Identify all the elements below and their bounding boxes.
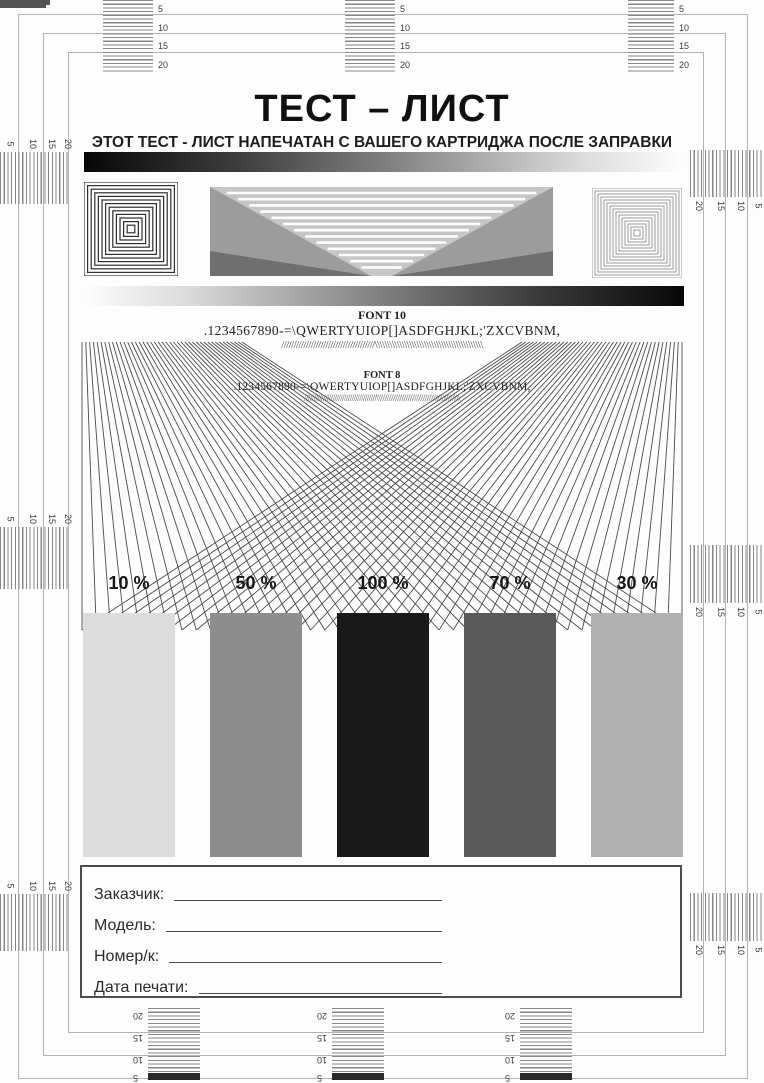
gray-bar-label: 30 % <box>616 573 658 593</box>
form-row <box>94 935 442 966</box>
ruler-label: 5 <box>133 1073 139 1083</box>
info-form <box>80 865 682 998</box>
ruler-label: 10 <box>736 944 747 956</box>
form-underline <box>174 900 442 901</box>
font-sample-chars: .1234567890-=\QWERTYUIOP[]ASDFGHJKL;'ZXCVBNM, <box>233 381 531 393</box>
ruler-label: 15 <box>158 41 169 51</box>
ruler-label: 20 <box>158 60 169 70</box>
gray-bar-label: 70 % <box>489 573 531 593</box>
ruler-label: 15 <box>716 200 727 212</box>
ruler-label: 5 <box>753 203 764 209</box>
ruler-label: 5 <box>158 4 164 14</box>
gray-bar-label: 10 % <box>108 573 150 593</box>
ruler-label: 15 <box>317 1033 328 1043</box>
font-sample-chars: .1234567890-=\QWERTYUIOP[]ASDFGHJKL;'ZXCVBNM, <box>203 323 561 338</box>
form-label: Модель: <box>94 917 156 934</box>
gray-bar-label: 100 % <box>357 573 409 593</box>
ruler-label: 10 <box>736 606 747 618</box>
ruler-label: 10 <box>133 1055 144 1065</box>
ruler-label: 10 <box>28 138 39 150</box>
page-title: ТЕСТ – ЛИСТ <box>254 88 510 130</box>
ruler-label: 5 <box>5 141 16 147</box>
form-label: Заказчик: <box>94 886 165 903</box>
gray-bar <box>337 613 429 857</box>
page-subtitle: ЭТОТ ТЕСТ - ЛИСТ НАПЕЧАТАН С ВАШЕГО КАРТРИДЖА ПОСЛЕ ЗАПРАВКИ <box>91 134 673 151</box>
ruler-label: 15 <box>716 606 727 618</box>
ruler-label: 15 <box>716 944 727 956</box>
ruler-label: 5 <box>317 1073 323 1083</box>
ruler-label: 15 <box>133 1033 144 1043</box>
ruler-label: 10 <box>505 1055 516 1065</box>
ruler-label: 20 <box>694 200 705 212</box>
ruler-label: 20 <box>63 138 74 150</box>
ruler-label: 5 <box>753 609 764 615</box>
ruler-label: 15 <box>47 513 58 525</box>
ruler-label: 20 <box>63 513 74 525</box>
font-sample-slashes: //////////////////////////////////////\\\\\\\\\\\\\\\\\\\\\\\\\\\\\\\\\\\\\\\\\\\\ <box>281 339 483 351</box>
form-underline <box>166 931 442 932</box>
font-sample-name: FONT 8 <box>363 370 401 381</box>
form-underline <box>169 962 442 963</box>
ruler-label: 15 <box>47 880 58 892</box>
form-label: Дата печати: <box>94 979 189 996</box>
form-row <box>94 873 442 904</box>
ruler-label: 10 <box>28 513 39 525</box>
ruler-label: 20 <box>694 606 705 618</box>
ruler-label: 5 <box>679 4 685 14</box>
ruler-label: 10 <box>400 23 411 33</box>
gray-bar <box>83 613 175 857</box>
ruler-label: 15 <box>400 41 411 51</box>
gray-bar-label: 50 % <box>235 573 277 593</box>
ruler-label: 15 <box>47 138 58 150</box>
font-sample-name: FONT 10 <box>357 308 407 322</box>
ruler-label: 5 <box>400 4 406 14</box>
form-rows <box>94 873 442 997</box>
ruler-label: 15 <box>505 1033 516 1043</box>
ruler-label: 5 <box>5 883 16 889</box>
ruler-label: 5 <box>753 947 764 953</box>
ruler-label: 5 <box>505 1073 511 1083</box>
form-label: Номер/к: <box>94 948 160 965</box>
ruler-label: 20 <box>679 60 690 70</box>
ruler-label: 20 <box>505 1011 516 1021</box>
ruler-label: 10 <box>679 23 690 33</box>
font-sample-slashes: //////////////////////////////////////\\\\\\\\\\\\\\\\\\\\\\\\\\\\\\\\\\\\\\\\\\\\ <box>304 393 460 403</box>
form-row <box>94 966 442 997</box>
ruler-label: 20 <box>694 944 705 956</box>
gray-bar <box>210 613 302 857</box>
ruler-label: 20 <box>317 1011 328 1021</box>
ruler-label: 20 <box>400 60 411 70</box>
gray-bar <box>464 613 556 857</box>
ruler-label: 10 <box>736 200 747 212</box>
ruler-label: 5 <box>5 516 16 522</box>
form-row <box>94 904 442 935</box>
ruler-label: 10 <box>317 1055 328 1065</box>
form-underline <box>199 993 443 994</box>
ruler-label: 10 <box>158 23 169 33</box>
gray-bar <box>591 613 683 857</box>
ruler-label: 20 <box>63 880 74 892</box>
ruler-label: 15 <box>679 41 690 51</box>
ruler-label: 20 <box>133 1011 144 1021</box>
ruler-label: 10 <box>28 880 39 892</box>
